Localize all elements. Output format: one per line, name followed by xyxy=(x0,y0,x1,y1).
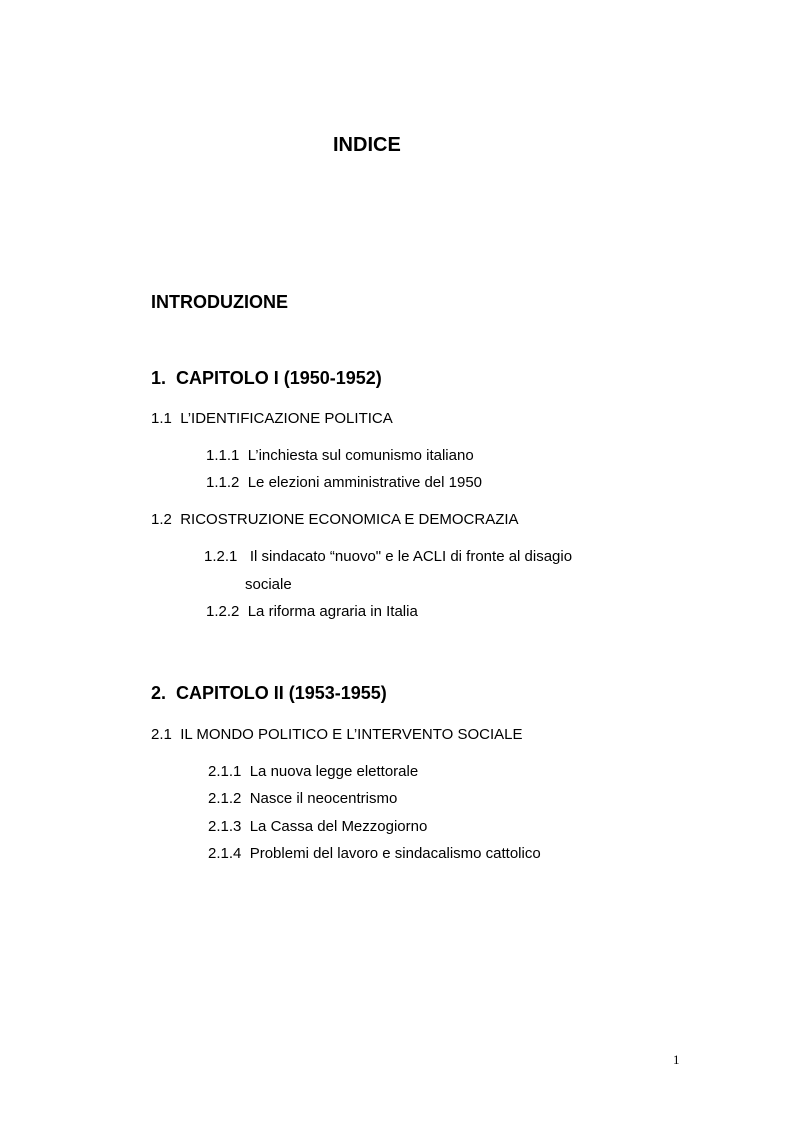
toc-subsection-1-1-2[interactable] xyxy=(206,475,482,490)
toc-section-1-1[interactable] xyxy=(151,411,393,426)
toc-chapter-1[interactable] xyxy=(151,369,382,387)
toc-section-2-1[interactable] xyxy=(151,727,523,742)
section-title: L’IDENTIFICAZIONE POLITICA xyxy=(180,410,393,427)
toc-introduction[interactable]: INTRODUZIONE xyxy=(151,292,288,312)
chapter-title: CAPITOLO II (1953-1955) xyxy=(176,683,387,703)
subsection-title: L’inchiesta sul comunismo italiano xyxy=(247,447,474,464)
toc-subsection-1-2-2[interactable] xyxy=(206,604,418,619)
subsection-title: La Cassa del Mezzogiorno xyxy=(249,818,428,835)
section-number: 1.1 xyxy=(151,410,172,427)
subsection-number: 2.1.2 xyxy=(208,790,242,807)
subsection-title: La nuova legge elettorale xyxy=(249,763,419,780)
toc-subsection-2-1-2[interactable] xyxy=(208,791,397,806)
subsection-number: 1.2.2 xyxy=(206,603,240,620)
toc-subsection-2-1-1[interactable] xyxy=(208,764,418,779)
page-number: 1 xyxy=(673,1052,680,1067)
section-number: 2.1 xyxy=(151,726,172,743)
subsection-title: Le elezioni amministrative del 1950 xyxy=(247,474,483,491)
page-title: INDICE xyxy=(333,134,401,156)
toc-subsection-1-2-1[interactable] xyxy=(204,549,572,564)
section-number: 1.2 xyxy=(151,511,172,528)
section-title: RICOSTRUZIONE ECONOMICA E DEMOCRAZIA xyxy=(180,511,519,528)
subsection-number: 1.1.2 xyxy=(206,474,240,491)
section-title: IL MONDO POLITICO E L’INTERVENTO SOCIALE xyxy=(180,726,523,743)
toc-subsection-2-1-3[interactable] xyxy=(208,819,427,834)
subsection-number: 2.1.4 xyxy=(208,845,242,862)
toc-subsection-2-1-4[interactable] xyxy=(208,846,541,861)
subsection-number: 2.1.3 xyxy=(208,818,242,835)
chapter-number: 2. xyxy=(151,683,167,703)
toc-chapter-2[interactable] xyxy=(151,684,387,702)
subsection-title: Problemi del lavoro e sindacalismo cattolico xyxy=(249,845,541,862)
toc-section-1-2[interactable] xyxy=(151,512,519,527)
subsection-title: La riforma agraria in Italia xyxy=(247,603,418,620)
chapter-title: CAPITOLO I (1950-1952) xyxy=(176,368,382,388)
subsection-number: 1.1.1 xyxy=(206,447,240,464)
subsection-number: 2.1.1 xyxy=(208,763,242,780)
subsection-title: Il sindacato “nuovo" e le ACLI di fronte al disagio xyxy=(249,548,573,565)
toc-subsection-1-1-1[interactable] xyxy=(206,448,474,463)
toc-subsection-1-2-1-continuation: sociale xyxy=(245,576,292,593)
subsection-title: Nasce il neocentrismo xyxy=(249,790,398,807)
chapter-number: 1. xyxy=(151,368,167,388)
subsection-number: 1.2.1 xyxy=(204,548,238,565)
